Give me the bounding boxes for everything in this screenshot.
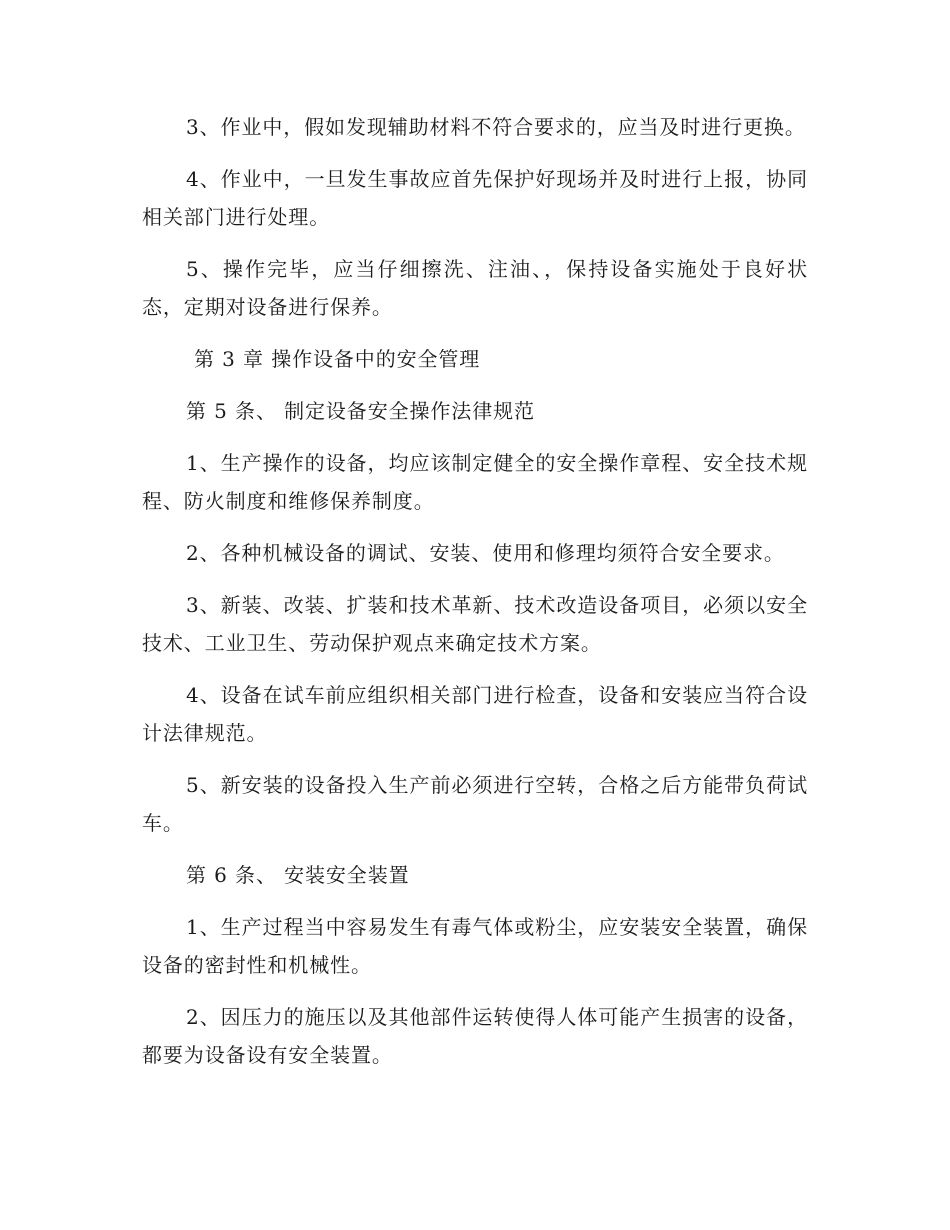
paragraph-item-2-safety-requirements: 2、各种机械设备的调试、安装、使用和修理均须符合安全要求。: [186, 541, 785, 565]
paragraph-item-1-regulations: 1、生产操作的设备，均应该制定健全的安全操作章程、安全技术规程、防火制度和维修保养制度。: [142, 451, 808, 513]
paragraph-item-5-maintenance: 5、操作完毕，应当仔细擦洗、注油、，保持设备实施处于良好状态，定期对设备进行保养。: [142, 257, 808, 319]
paragraph-item-2-protective-device: 2、因压力的施压以及其他部件运转使得人体可能产生损害的设备，都要为设备设有安全装置。: [142, 1005, 808, 1067]
paragraph-item-3-replace-materials: 3、作业中，假如发现辅助材料不符合要求的，应当及时进行更换。: [186, 115, 806, 139]
paragraph-item-4-inspection: 4、设备在试车前应组织相关部门进行检查，设备和安装应当符合设计法律规范。: [142, 683, 808, 745]
article-heading-6: 第 6 条、 安装安全装置: [186, 863, 410, 887]
document-body: [142, 108, 808, 1088]
chapter-heading: 第 3 章 操作设备中的安全管理: [194, 347, 481, 371]
paragraph-item-3-technical-plan: 3、新装、改装、扩装和技术革新、技术改造设备项目，必须以安全技术、工业卫生、劳动保护观点来确定技术方案。: [142, 593, 808, 655]
paragraph-item-5-trial-run: 5、新安装的设备投入生产前必须进行空转，合格之后方能带负荷试车。: [142, 773, 808, 835]
article-heading-5: 第 5 条、 制定设备安全操作法律规范: [186, 399, 535, 423]
paragraph-item-1-safety-device: 1、生产过程当中容易发生有毒气体或粉尘，应安装安全装置，确保设备的密封性和机械性。: [142, 915, 808, 977]
paragraph-item-4-accident-report: 4、作业中，一旦发生事故应首先保护好现场并及时进行上报，协同相关部门进行处理。: [142, 167, 808, 229]
